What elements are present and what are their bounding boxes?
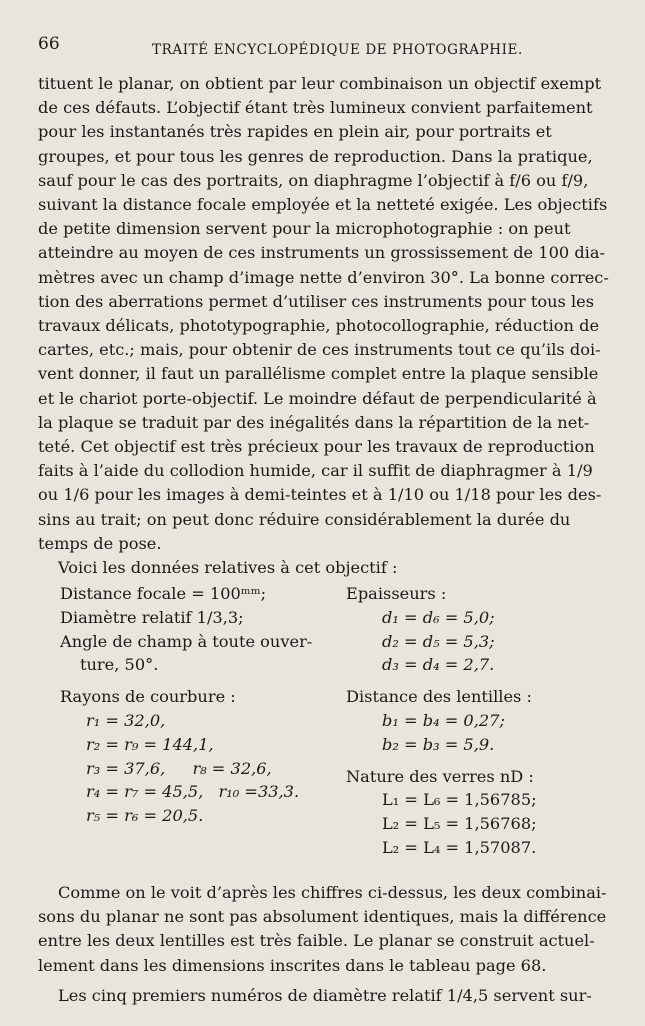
focal-length: Distance focale = 100ᵐᵐ; bbox=[60, 584, 267, 603]
page-number: 66 bbox=[38, 34, 60, 54]
text-line: groupes, et pour tous les genres de reproduction. Dans la pratique, bbox=[38, 146, 593, 166]
text-line: faits à l’aide du collodion humide, car il suffit de diaphragmer à 1/9 bbox=[38, 461, 593, 481]
radius-r3: r₃ = 37,6, bbox=[86, 758, 166, 778]
thickness-d3: d₃ = d₄ = 2,7. bbox=[382, 655, 495, 675]
text-line: et le chariot porte-objectif. Le moindre défaut de perpendicularité à bbox=[38, 388, 597, 408]
spacing-b2: b₂ = b₃ = 5,9. bbox=[382, 734, 495, 754]
last-line: Les cinq premiers numéros de diamètre relatif 1/4,5 servent sur- bbox=[58, 985, 592, 1005]
text-line: pour les instantanés très rapides en plein air, pour portraits et bbox=[38, 122, 552, 142]
text-line: de petite dimension servent pour la microphotographie : on peut bbox=[38, 219, 571, 239]
intro-line: Voici les données relatives à cet objectif : bbox=[58, 558, 398, 578]
text-line: travaux délicats, phototypographie, photocollographie, réduction de bbox=[38, 316, 600, 336]
glass-L2: L₂ = L₅ = 1,56768; bbox=[382, 814, 537, 834]
glass-L1: L₁ = L₆ = 1,56785; bbox=[382, 790, 537, 810]
text-line: vent donner, il faut un parallélisme complet entre la plaque sensible bbox=[38, 364, 599, 384]
relative-aperture: Diamètre relatif 1/3,3; bbox=[60, 607, 244, 627]
thickness-title: Epaisseurs : bbox=[346, 584, 447, 603]
text-line: sons du planar ne sont pas absolument identiques, mais la différence bbox=[38, 907, 607, 927]
text-line: entre les deux lentilles est très faible. Le planar se construit actuel- bbox=[38, 931, 595, 951]
text-line: temps de pose. bbox=[38, 533, 162, 553]
closing-paragraph bbox=[38, 881, 608, 1008]
thickness-d1: d₁ = d₆ = 5,0; bbox=[382, 607, 495, 627]
text-line: de ces défauts. L’objectif étant très lumineux convient parfaitement bbox=[38, 98, 593, 118]
text-line: tion des aberrations permet d’utiliser ces instruments pour tous les bbox=[38, 291, 595, 311]
spacing-b1: b₁ = b₄ = 0,27; bbox=[382, 710, 505, 730]
lens-spacing-title: Distance des lentilles : bbox=[346, 687, 532, 707]
text-line: cartes, etc.; mais, pour obtenir de ces instruments tout ce qu’ils doi- bbox=[38, 340, 601, 360]
radius-r5: r₅ = r₆ = 20,5. bbox=[86, 806, 204, 826]
thickness-d2: d₂ = d₅ = 5,3; bbox=[382, 631, 495, 651]
glass-L3: L₂ = L₄ = 1,57087. bbox=[382, 837, 537, 857]
radius-r8: r₈ = 32,6, bbox=[192, 758, 272, 778]
text-line: sauf pour le cas des portraits, on diaphragme l’objectif à f/6 ou f/9, bbox=[38, 170, 589, 190]
left-data-column bbox=[60, 582, 335, 828]
field-angle-line-2: ture, 50°. bbox=[80, 655, 159, 675]
text-line: ou 1/6 pour les images à demi-teintes et à 1/10 ou 1/18 pour les des- bbox=[38, 485, 602, 505]
radius-r4: r₄ = r₇ = 45,5, bbox=[86, 782, 204, 802]
radii-title: Rayons de courbure : bbox=[60, 687, 236, 707]
radius-r10: r₁₀ =33,3. bbox=[218, 782, 300, 802]
radius-r2: r₂ = r₉ = 144,1, bbox=[86, 734, 214, 754]
text-line: Comme on le voit d’après les chiffres ci-dessus, les deux combinai- bbox=[58, 883, 607, 902]
text-line: teté. Cet objectif est très précieux pour les travaux de reproduction bbox=[38, 437, 595, 457]
text-line: tituent le planar, on obtient par leur combinaison un objectif exempt bbox=[38, 74, 602, 93]
field-angle-line-1: Angle de champ à toute ouver- bbox=[60, 631, 313, 651]
text-line: atteindre au moyen de ces instruments un grossissement de 100 dia- bbox=[38, 243, 605, 263]
text-line: la plaque se traduit par des inégalités dans la répartition de la net- bbox=[38, 412, 590, 432]
radius-row-r3-r8 bbox=[60, 757, 335, 781]
text-line: sins au trait; on peut donc réduire considérablement la durée du bbox=[38, 509, 571, 529]
body-paragraph bbox=[38, 72, 608, 580]
text-line: suivant la distance focale employée et la netteté exigée. Les objectifs bbox=[38, 195, 608, 215]
glass-title: Nature des verres nD : bbox=[346, 766, 534, 786]
text-line: lement dans les dimensions inscrites dans le tableau page 68. bbox=[38, 955, 547, 975]
radius-r1: r₁ = 32,0, bbox=[86, 710, 166, 730]
running-title: TRAITÉ ENCYCLOPÉDIQUE DE PHOTOGRAPHIE. bbox=[152, 42, 523, 58]
radius-row-r4-r10 bbox=[60, 780, 335, 804]
text-line: mètres avec un champ d’image nette d’environ 30°. La bonne correc- bbox=[38, 267, 609, 287]
right-data-column bbox=[346, 582, 606, 860]
